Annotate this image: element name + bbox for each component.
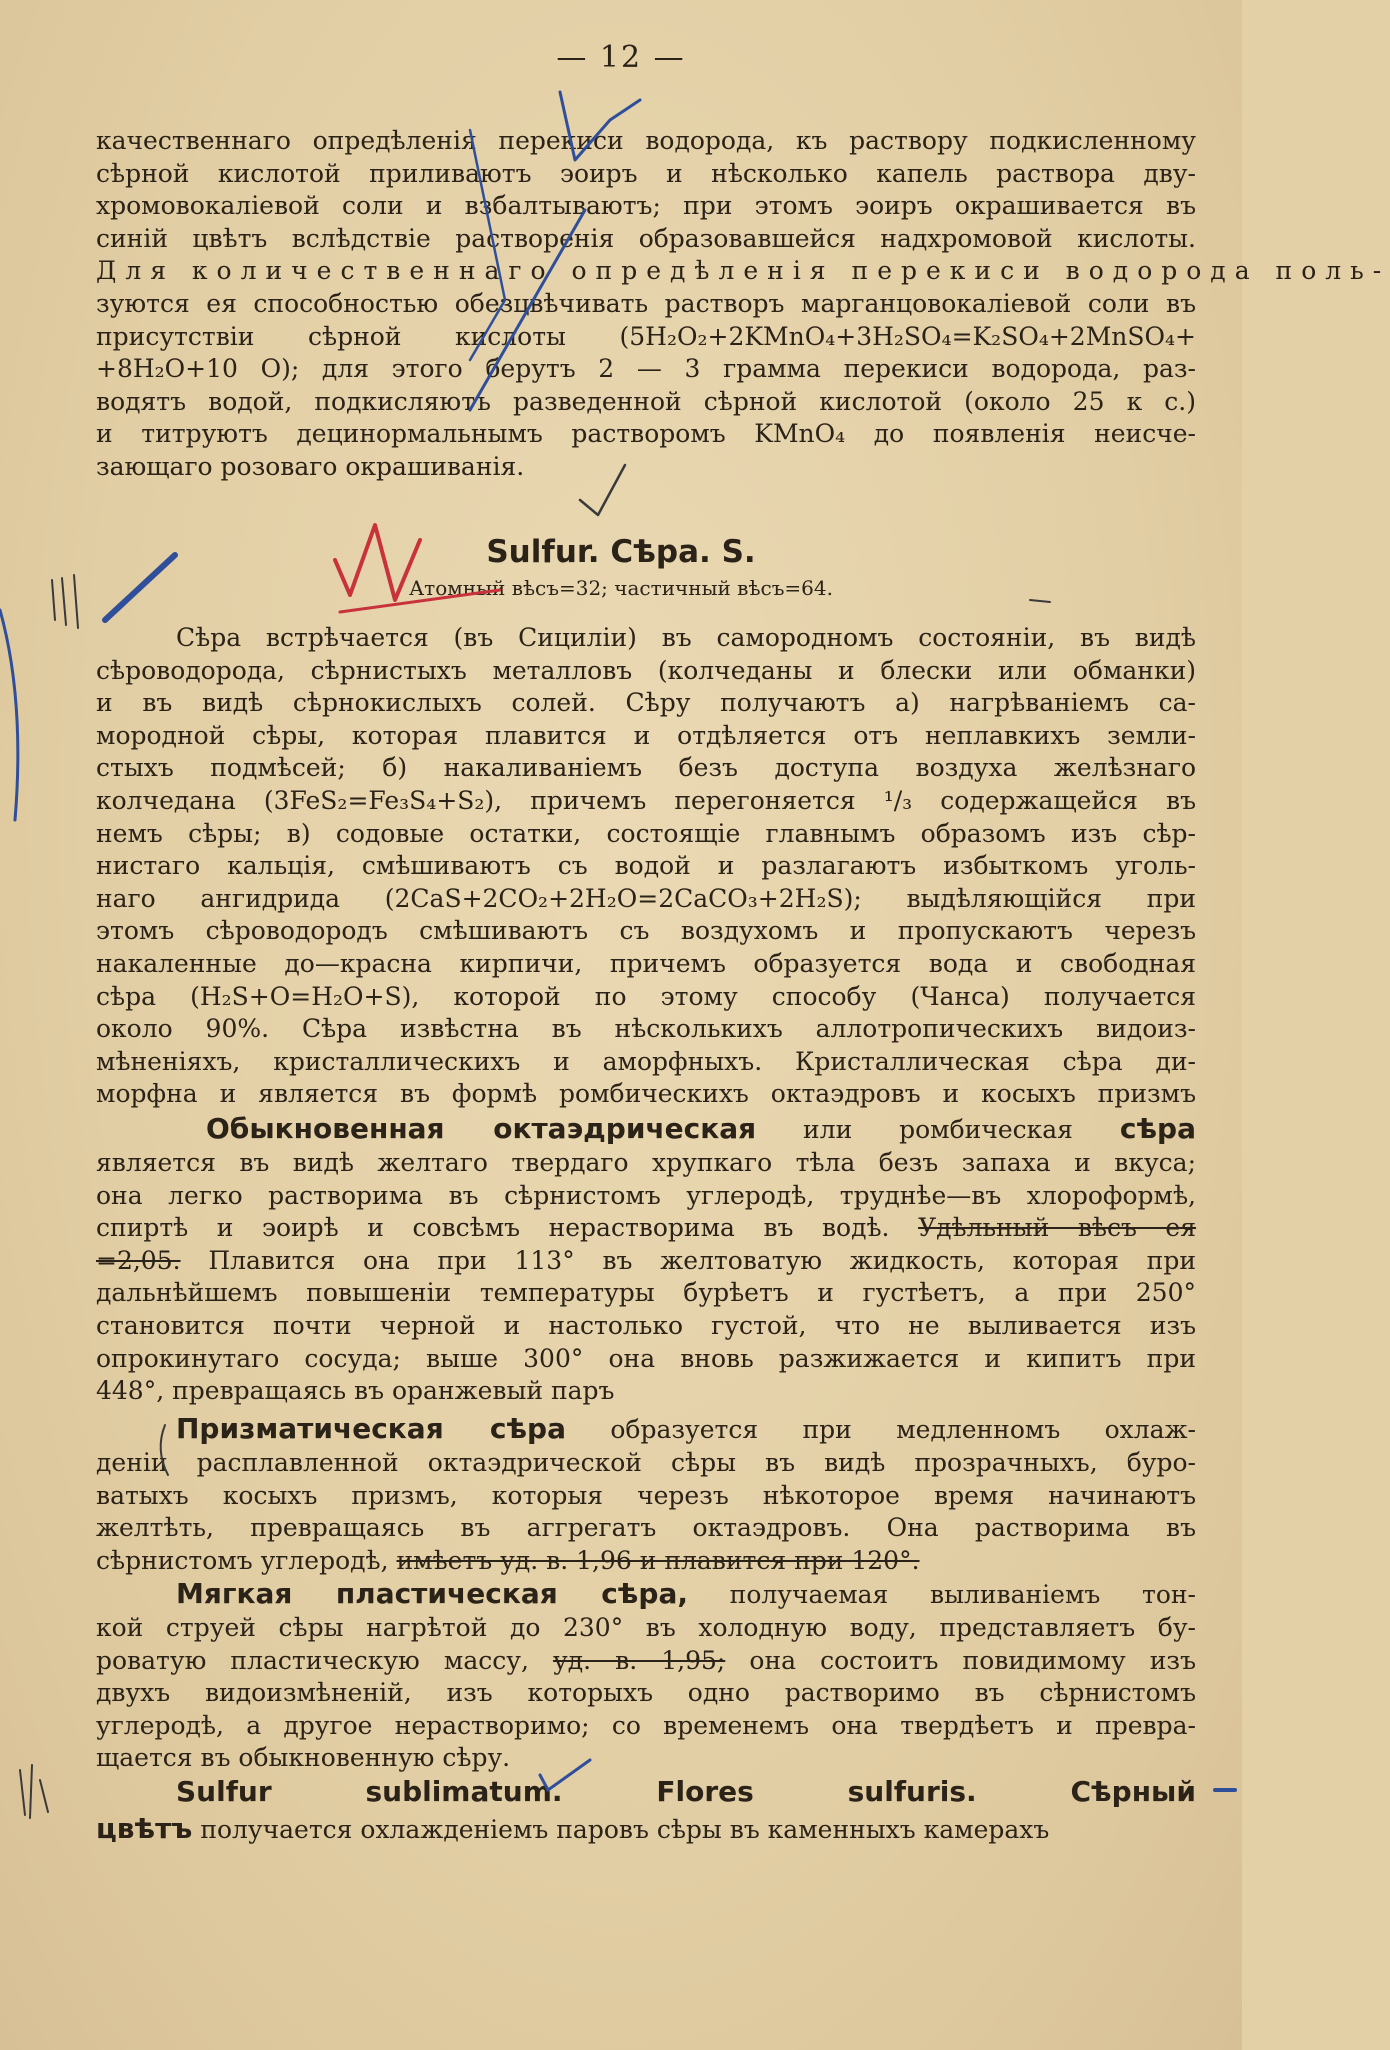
page-number: — 12 — xyxy=(556,40,686,75)
text-line: наго ангидрида (2CaS+2CO₂+2H₂O=2CaCO₃+2H₂S); выдѣляющійся при xyxy=(96,883,1196,913)
text-line: +8H₂O+10 O); для этого берутъ 2 — 3 грамма перекиси водорода, раз- xyxy=(96,354,1196,384)
text-line: синій цвѣтъ вслѣдствіе растворенія образовавшейся надхромовой кислоты. xyxy=(96,223,1196,253)
text-line xyxy=(96,1212,1196,1245)
subsection-title: Обыкновенная октаэдрическая xyxy=(206,1112,757,1145)
text-line: сѣра (H₂S+O=H₂O+S), которой по этому способу (Чанса) получается xyxy=(96,981,1196,1011)
blue-margin-curve xyxy=(0,610,18,820)
paragraph-flores xyxy=(96,1773,1196,1847)
text-line: становится почти черной и настолько густой, что не выливается изъ xyxy=(96,1310,1196,1340)
text-line: мѣненіяхъ, кристаллическихъ и аморфныхъ. Кристаллическая сѣра ди- xyxy=(96,1046,1196,1076)
text-line: желтѣть, превращаясь въ аггрегатъ октаэдровъ. Она растворима въ xyxy=(96,1513,1196,1543)
paragraph-octahedral xyxy=(96,1111,1196,1408)
text-line: качественнаго опредѣленія перекиси водорода, къ раствору подкисленному xyxy=(96,126,1196,155)
text-span: роватую пластическую массу, xyxy=(96,1645,529,1675)
text-line: присутствіи сѣрной кислоты (5H₂O₂+2KMnO₄+3H₂SO₄=K₂SO₄+2MnSO₄+ xyxy=(96,321,1196,351)
text-line: немъ сѣры; в) содовые остатки, состоящіе главнымъ образомъ изъ сѣр- xyxy=(96,818,1196,848)
text-line: углеродѣ, а другое нерастворимо; со временемъ она твердѣетъ и превра- xyxy=(96,1710,1196,1740)
text-line xyxy=(96,1245,1196,1278)
subsection-title-tail: или ромбическая xyxy=(803,1115,1073,1144)
text-line: стыхъ подмѣсей; б) накаливаніемъ безъ доступа воздуха желѣзнаго xyxy=(96,753,1196,783)
text-line: около 90%. Сѣра извѣстна въ нѣсколькихъ аллотропическихъ видоиз- xyxy=(96,1014,1196,1044)
paragraph-sulfur xyxy=(96,622,1196,1111)
pencil-margin-mark xyxy=(20,1765,48,1818)
subsection-title-line xyxy=(96,1411,1196,1447)
text-line: является въ видѣ желтаго твердаго хрупкаго тѣла безъ запаха и вкуса; xyxy=(96,1148,1196,1177)
text-line xyxy=(96,1545,1196,1578)
text-line: зуются ея способностью обезцвѣчивать растворъ марганцовокаліевой соли въ xyxy=(96,288,1196,318)
subsection-title-line xyxy=(96,1773,1196,1811)
subsection-title-line xyxy=(96,1111,1196,1147)
struck-text: имѣетъ уд. в. 1,96 и плавится при 120°. xyxy=(396,1545,920,1575)
text-line: ватыхъ косыхъ призмъ, которыя черезъ нѣкоторое время начинаютъ xyxy=(96,1480,1196,1510)
text-line: морфна и является въ формѣ ромбическихъ октаэдровъ и косыхъ призмъ xyxy=(96,1079,1196,1109)
subsection-title: Sulfur sublimatum. Flores sulfuris. Сѣрный xyxy=(176,1775,1196,1808)
text-line: водятъ водой, подкисляютъ разведенной сѣрной кислотой (около 25 к с.) xyxy=(96,386,1196,416)
section-subheading: Атомный вѣсъ=32; частичный вѣсъ=64. xyxy=(408,576,833,600)
subsection-title-tail: образуется при медленномъ охлаж- xyxy=(610,1415,1196,1444)
text-line: 448°, превращаясь въ оранжевый паръ xyxy=(96,1376,615,1406)
text-line: и въ видѣ сѣрнокислыхъ солей. Сѣру получаютъ а) нагрѣваніемъ са- xyxy=(96,688,1196,718)
text-line: Для количественнаго опредѣленія перекиси водорода поль- xyxy=(96,256,1390,286)
text-span: сѣрнистомъ углеродѣ, xyxy=(96,1545,389,1575)
text-line: опрокинутаго сосуда; выше 300° она вновь разжижается и кипитъ при xyxy=(96,1343,1196,1373)
text-line: сѣрной кислотой приливаютъ эоиръ и нѣсколько капель раствора дву- xyxy=(96,158,1196,188)
text-line: Сѣра встрѣчается (въ Сициліи) въ самородномъ состояніи, въ видѣ xyxy=(176,623,1196,652)
text-line: она легко растворима въ сѣрнистомъ углеродѣ, труднѣе—въ хлороформѣ, xyxy=(96,1180,1196,1210)
text-line: нистаго кальція, смѣшиваютъ съ водой и разлагаютъ избыткомъ уголь- xyxy=(96,851,1196,881)
struck-text: =2,05. xyxy=(96,1245,181,1275)
paragraph-prismatic xyxy=(96,1411,1196,1577)
struck-text: Удѣльный вѣсъ ея xyxy=(918,1213,1197,1243)
struck-text: уд. в. 1,95; xyxy=(552,1645,726,1675)
subsection-title-tail: получаемая выливаніемъ тон- xyxy=(729,1580,1196,1609)
text-line: деніи расплавленной октаэдрической сѣры въ видѣ прозрачныхъ, буро- xyxy=(96,1448,1196,1477)
subsection-title-line xyxy=(96,1576,1196,1612)
text-line: мородной сѣры, которая плавится и отдѣляется отъ неплавкихъ земли- xyxy=(96,720,1196,750)
text-line: хромовокаліевой соли и взбалтываютъ; при этомъ эоиръ окрашивается въ xyxy=(96,191,1196,221)
text-line xyxy=(96,1811,1196,1847)
text-line xyxy=(96,1645,1196,1678)
subsection-title-end: сѣра xyxy=(1119,1112,1196,1145)
text-span: Плавится она при 113° въ желтоватую жидкость, которая при xyxy=(208,1245,1196,1275)
text-line: накаленные до—красна кирпичи, причемъ образуется вода и свободная xyxy=(96,948,1196,978)
subsection-title-cont: цвѣтъ xyxy=(96,1812,193,1845)
paragraph-peroxide xyxy=(96,125,1390,484)
section-heading: Sulfur. Сѣра. S. xyxy=(486,534,756,570)
text-line: колчедана (3FeS₂=Fe₃S₄+S₂), причемъ перегоняется ¹/₃ содержащейся въ xyxy=(96,785,1196,815)
text-line: дальнѣйшемъ повышеніи температуры бурѣетъ и густѣетъ, а при 250° xyxy=(96,1278,1196,1308)
text-line: этомъ сѣроводородъ смѣшиваютъ съ воздухомъ и пропускаютъ черезъ xyxy=(96,916,1196,946)
text-line: зающаго розоваго окрашиванія. xyxy=(96,451,525,481)
text-span: она состоитъ повидимому изъ xyxy=(749,1645,1196,1675)
text-span: спиртѣ и эоирѣ и совсѣмъ нерастворима въ водѣ. xyxy=(96,1213,890,1243)
paragraph-plastic xyxy=(96,1576,1196,1775)
text-line: сѣроводорода, сѣрнистыхъ металловъ (колчеданы и блески или обманки) xyxy=(96,655,1196,685)
text-line: и титруютъ децинормальнымъ растворомъ KMnO₄ до появленія неисче- xyxy=(96,419,1196,449)
subsection-title: Мягкая пластическая сѣра, xyxy=(176,1577,688,1610)
text-line: кой струей сѣры нагрѣтой до 230° въ холодную воду, представляетъ бу- xyxy=(96,1613,1196,1642)
text-span: получается охлажденіемъ паровъ сѣры въ каменныхъ камерахъ xyxy=(200,1815,1050,1844)
text-line: щается въ обыкновенную сѣру. xyxy=(96,1743,511,1773)
text-line: двухъ видоизмѣненій, изъ которыхъ одно растворимо въ сѣрнистомъ xyxy=(96,1678,1196,1708)
subsection-title: Призматическая сѣра xyxy=(176,1412,566,1445)
